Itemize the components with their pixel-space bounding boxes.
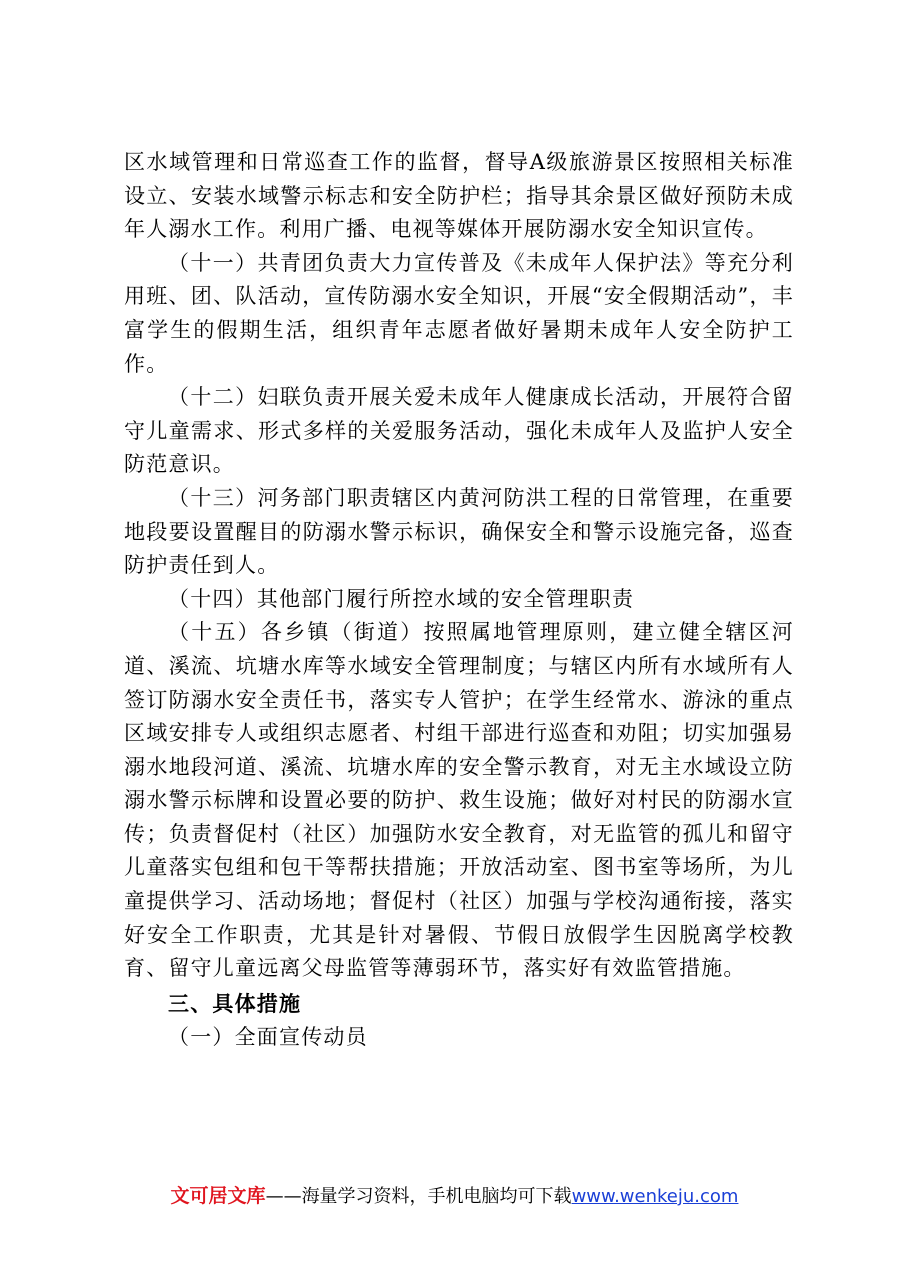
section-heading: 三、具体措施: [168, 991, 302, 1016]
footer-slogan: ——海量学习资料，手机电脑均可下载: [265, 1186, 572, 1207]
paragraph-continuation: 区水域管理和日常巡查工作的监督，督导A级旅游景区按照相关标准设立、安装水域警示标志和安全防护栏；指导其余景区做好预防未成年人溺水工作。利用广播、电视等媒体开展防溺水安全知识宣传。: [124, 150, 794, 242]
document-body: [124, 146, 794, 1054]
paragraph-item-12: （十二）妇联负责开展关爱未成年人健康成长活动，开展符合留守儿童需求、形式多样的关爱服务活动，强化未成年人及监护人安全防范意识。: [124, 385, 794, 477]
footer-url-link[interactable]: www.wenkeju.com: [571, 1186, 739, 1207]
paragraph-item-15: （十五）各乡镇（街道）按照属地管理原则，建立健全辖区河道、溪流、坑塘水库等水域安全管理制度；与辖区内所有水域所有人签订防溺水安全责任书，落实专人管护；在学生经常水、游泳的重点区域安排专人或组织志愿者、村组干部进行巡查和劝阻；切实加强易溺水地段河道、溪流、坑塘水库的安全警示教育，对无主水域设立防溺水警示标牌和设置必要的防护、救生设施；做好对村民的防溺水宣传；负责督促村（社区）加强防水安全教育，对无监管的孤儿和留守儿童落实包组和包干等帮扶措施；开放活动室、图书室等场所，为儿童提供学习、活动场地；督促村（社区）加强与学校沟通衔接，落实好安全工作职责，尤其是针对暑假、节假日放假学生因脱离学校教育、留守儿童远离父母监管等薄弱环节，落实好有效监管措施。: [124, 620, 794, 981]
footer-banner: [0, 1184, 909, 1209]
subheading: （一）全面宣传动员: [168, 1024, 368, 1049]
paragraph-item-14: （十四）其他部门履行所控水域的安全管理职责: [168, 586, 635, 611]
footer-brand: 文可居文库: [170, 1185, 266, 1207]
paragraph-item-13: （十三）河务部门职责辖区内黄河防洪工程的日常管理，在重要地段要设置醒目的防溺水警示标识，确保安全和警示设施完备，巡查防护责任到人。: [124, 485, 794, 578]
paragraph-item-11: （十一）共青团负责大力宣传普及《未成年人保护法》等充分利用班、团、队活动，宣传防溺水安全知识，开展“安全假期活动”，丰富学生的假期生活，组织青年志愿者做好暑期未成年人安全防护工作。: [124, 250, 794, 376]
